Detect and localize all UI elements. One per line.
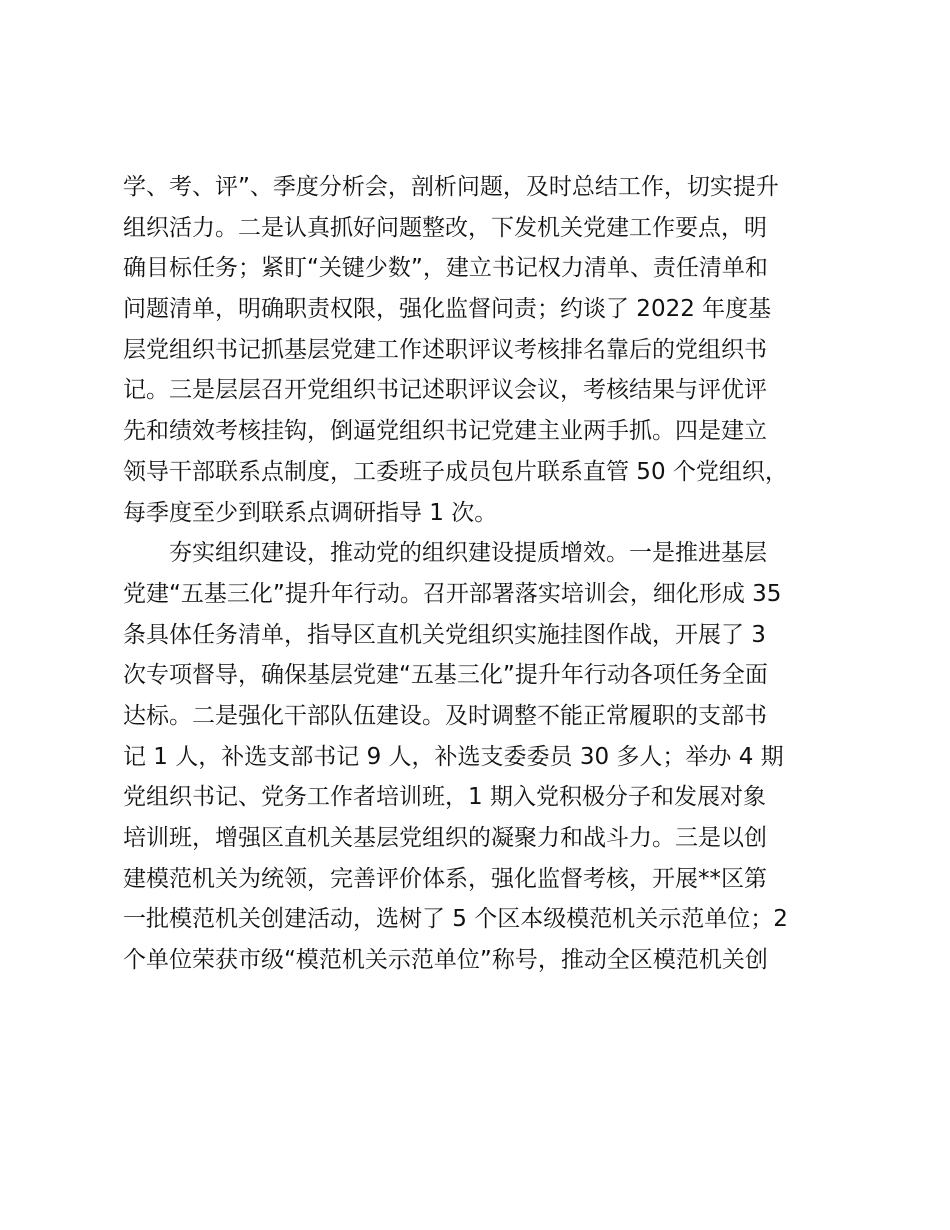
text-line: 组织活力。二是认真抓好问题整改，下发机关党建工作要点，明 [123,214,767,241]
text-line: 次专项督导，确保基层党建“五基三化”提升年行动各项任务全面 [123,662,768,689]
text-line: 确目标任务；紧盯“关键少数”，建立书记权力清单、责任清单和 [123,255,768,282]
text-line: 条具体任务清单，指导区直机关党组织实施挂图作战，开展了 3 [123,621,766,648]
text-line: 记。三是层层召开党组织书记述职评议会议，考核结果与评优评 [123,377,767,404]
text-line: 领导干部联系点制度，工委班子成员包片联系直管 50 个党组织， [123,458,788,485]
text-line: 建模范机关为统领，完善评价体系，强化监督考核，开展**区第 [123,865,767,892]
text-line: 问题清单，明确职责权限，强化监督问责；约谈了 2022 年度基 [123,296,772,323]
text-line: 记 1 人，补选支部书记 9 人，补选支委委员 30 多人；举办 4 期 [123,743,784,770]
text-line: 党组织书记、党务工作者培训班，1 期入党积极分子和发展对象 [123,784,766,811]
text-line: 每季度至少到联系点调研指导 1 次。 [123,499,498,526]
text-line: 达标。二是强化干部队伍建设。及时调整不能正常履职的支部书 [123,702,767,729]
text-line: 个单位荣获市级“模范机关示范单位”称号，推动全区模范机关创 [123,947,768,974]
text-line: 层党组织书记抓基层党建工作述职评议考核排名靠后的党组织书 [123,336,767,363]
text-line: 学、考、评”、季度分析会，剖析问题，及时总结工作，切实提升 [123,174,779,200]
text-line: 党建“五基三化”提升年行动。召开部署落实培训会，细化形成 35 [123,580,782,607]
paragraph-first-line: 夯实组织建设，推动党的组织建设提质增效。一是推进基层 [169,540,767,567]
text-line: 一批模范机关创建活动，选树了 5 个区本级模范机关示范单位；2 [123,906,788,933]
text-line: 先和绩效考核挂钩，倒逼党组织书记党建主业两手抓。四是建立 [123,418,767,445]
body-text [123,167,843,981]
text-line: 培训班，增强区直机关基层党组织的凝聚力和战斗力。三是以创 [123,825,767,851]
